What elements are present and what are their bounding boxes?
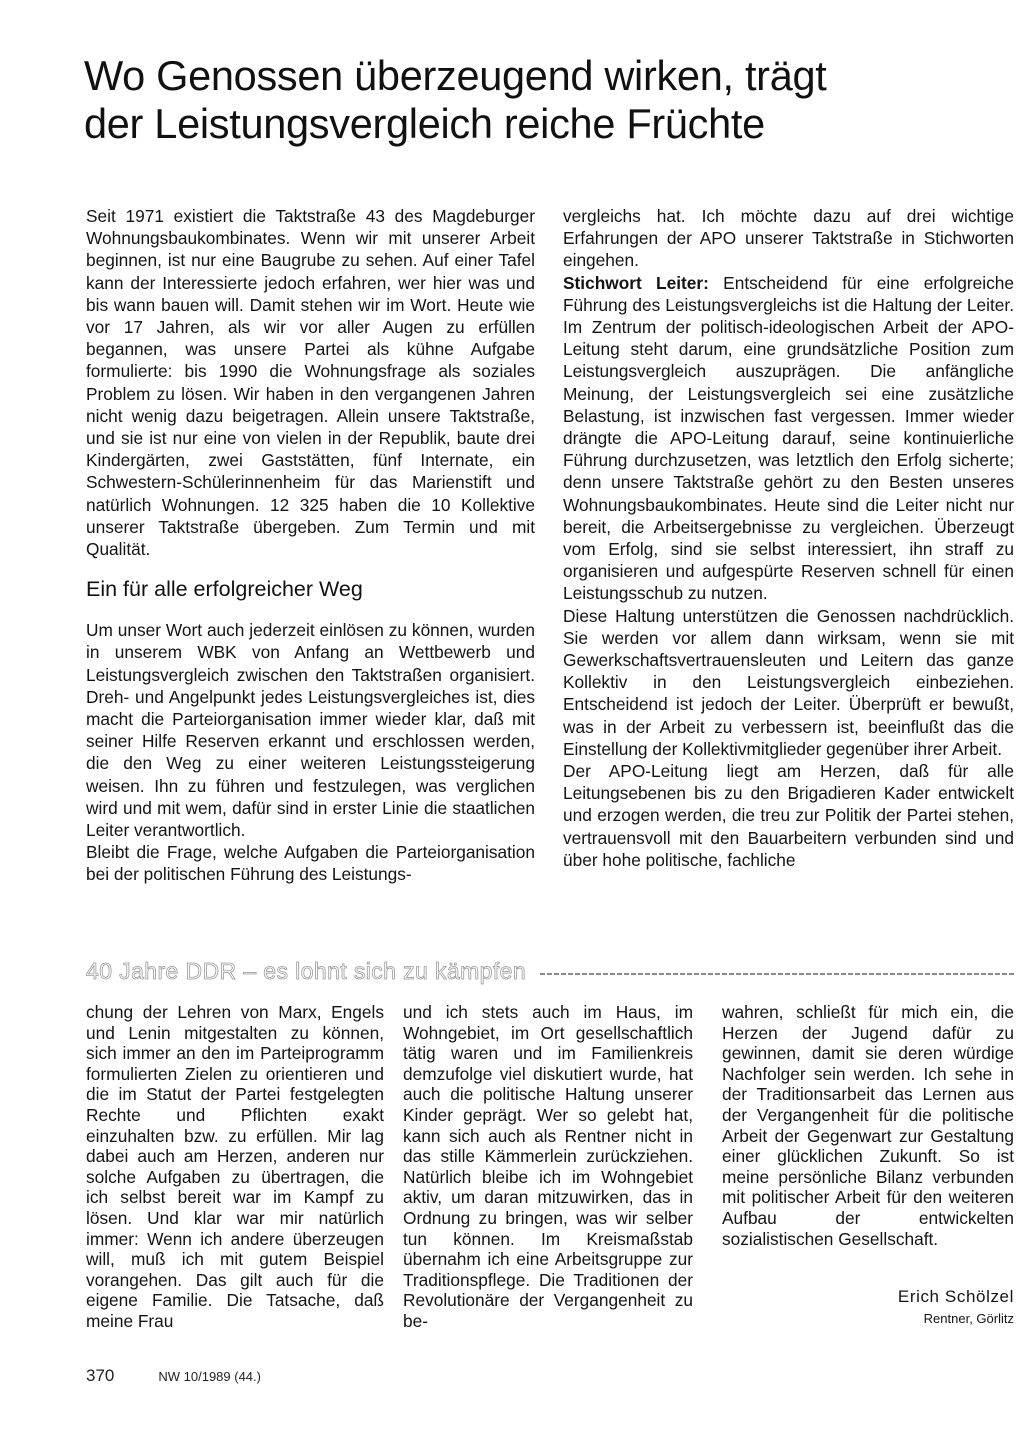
column-bottom-3 xyxy=(722,1002,1014,1249)
section-banner xyxy=(86,958,1016,984)
paragraph-apo-leitung: Der APO-Leitung liegt am Herzen, daß für alle Leitungsebenen bis zu den Brigadieren Kader entwickelt und erzogen werden, die treu zur Politik der Partei stehen, vertrauensvoll mit den Bauarbeitern verbunden sind und über hohe politische, fachliche xyxy=(563,761,1014,870)
paragraph-stichwort-leiter xyxy=(563,272,1014,605)
paragraph-haltung: Diese Haltung unterstützen die Genossen nachdrücklich. Sie werden vor allem dann wirksam, wenn sie mit Gewerkschaftsvertrauensleuten und Leitern das ganze Kollektiv in den Leistungsvergleich einbeziehen. Entscheidend ist jedoch der Leiter. Überprüft er bewußt, was in der Arbeit zu verbessern ist, beeinflußt das die Einstellung der Kollektivmitglieder gegenüber ihrer Arbeit. xyxy=(563,605,1014,759)
publication-source: NW 10/1989 (44.) xyxy=(158,1369,261,1384)
paragraph-frage: Bleibt die Frage, welche Aufgaben die Parteiorganisation bei der politischen Führung des Leistungs- xyxy=(86,842,535,885)
keyword-stichwort-leiter: Stichwort Leiter: xyxy=(563,272,709,293)
paragraph-leiter-text: Entscheidend für eine erfolgreiche Führung des Leistungsvergleichs ist die Haltung der Leiter. Im Zentrum der politisch-ideologischen Arbeit der APO-Leitung steht darum, eine grundsätzliche Position zum Leistungsvergleich auszuprägen. Die anfängliche Meinung, der Leistungsvergleich sei eine zusätzliche Belastung, ist inzwischen fast vergessen. Immer wieder drängte die APO-Leitung darauf, seine kontinuierliche Führung durchzusetzen, was letztlich den Erfolg sicherte; denn unsere Taktstraße gehört zu den Besten unseres Wohnungsbaukombinates. Heute sind die Leiter nicht nur bereit, die Arbeitsergebnisse zu vergleichen. Überzeugt vom Erfolg, sind sie selbst interessiert, ihn straff zu organisieren und aufgespürte Reserven schnell für einen Leistungsschub zu nutzen. xyxy=(563,272,1014,604)
intro-paragraph: Seit 1971 existiert die Taktstraße 43 des Magdeburger Wohnungsbaukombinates. Wenn wir mit unserer Arbeit beginnen, ist nur eine Baugrube zu sehen. Auf einer Tafel kann der Interessierte jedoch erfahren, wer hier was und bis wann bauen will. Damit stehen wir im Wort. Heute wie vor 17 Jahren, als wir vor aller Augen zu erfüllen begannen, was unsere Partei als kühne Aufgabe formulierte: bis 1990 die Wohnungsfrage als soziales Problem zu lösen. Wir haben in den vergangenen Jahren nicht wenig dazu beigetragen. Allein unsere Taktstraße, und sie ist nur eine von vielen in der Republik, baute drei Kindergärten, zwei Gaststätten, fünf Internate, ein Schwestern-Schülerinnenheim für das Marienstift und natürlich Wohnungen. 12 325 haben die 10 Kollektive unserer Taktstraße übergeben. Zum Termin und mit Qualität. xyxy=(86,206,535,560)
section-subheading: Ein für alle erfolgreicher Weg xyxy=(86,577,363,602)
page-number: 370 xyxy=(86,1366,115,1385)
column-top-left xyxy=(86,205,535,886)
column-top-right xyxy=(563,205,1014,871)
bottom-paragraph-3: wahren, schließt für mich ein, die Herzen der Jugend dafür zu gewinnen, damit sie deren würdige Nachfolger sein werden. Ich sehe in der Traditionsarbeit das Lernen aus der Vergangenheit für die politische Arbeit der Gegenwart zur Gestaltung einer glücklichen Zukunft. So ist meine persönliche Bilanz verbunden mit politischer Arbeit für den weiteren Aufbau der entwickelten sozialistischen Gesellschaft. xyxy=(722,1002,1014,1249)
author-signature xyxy=(898,1287,1014,1326)
bottom-paragraph-1: chung der Lehren von Marx, Engels und Lenin mitgestalten zu können, sich immer an den im Parteiprogramm formulierten Zielen zu orientieren und die im Statut der Partei festgelegten Rechte und Pflichten exakt einzuhalten bzw. zu erfüllen. Mir lag dabei auch am Herzen, anderen nur solche Aufgaben zu übertragen, die ich selbst bereit war im Kampf zu lösen. Und klar war mir natürlich immer: Wenn ich andere überzeugen will, muß ich mit gutem Beispiel vorangehen. Das gilt auch für die eigene Familie. Die Tatsache, daß meine Frau xyxy=(86,1002,384,1331)
banner-text: 40 Jahre DDR – es lohnt sich zu kämpfen xyxy=(86,957,527,984)
headline-line-2: der Leistungsvergleich reiche Früchte xyxy=(84,100,765,147)
headline-line-1: Wo Genossen überzeugend wirken, trägt xyxy=(84,52,827,99)
banner-rule xyxy=(540,973,1016,975)
column-bottom-2 xyxy=(403,1002,693,1332)
paragraph-wettbewerb: Um unser Wort auch jederzeit einlösen zu können, wurden in unserem WBK von Anfang an Wettbewerb und Leistungsvergleich zwischen den Taktstraßen organisiert. Dreh- und Angelpunkt jedes Leistungsvergleiches ist, dies macht die Parteiorganisation immer wieder klar, daß mit seiner Hilfe Reserven erkannt und erschlossen werden, die den Weg zu einer weiteren Leistungssteigerung weisen. Ihn zu führen und festzulegen, was verglichen wird und mit wem, dafür sind in erster Linie die staatlichen Leiter verantwortlich. xyxy=(86,620,535,841)
author-name: Erich Schölzel xyxy=(897,1287,1014,1306)
author-role: Rentner, Görlitz xyxy=(923,1311,1014,1326)
column-bottom-1 xyxy=(86,1002,384,1332)
page-footer xyxy=(86,1366,261,1386)
article-headline xyxy=(84,52,984,148)
paragraph-erfahrungen: vergleichs hat. Ich möchte dazu auf drei wichtige Erfahrungen der APO unserer Taktstraße in Stichworten eingehen. xyxy=(563,206,1014,271)
bottom-paragraph-2: und ich stets auch im Haus, im Wohngebiet, im Ort gesellschaftlich tätig waren und im Familienkreis demzufolge viel diskutiert wurde, hat auch die politische Haltung unserer Kinder geprägt. Wer so gelebt hat, kann sich auch als Rentner nicht in das stille Kämmerlein zurückziehen. Natürlich bleibe ich im Wohngebiet aktiv, um daran mitzuwirken, das in Ordnung zu bringen, was wir selber tun können. Im Kreismaßstab übernahm ich eine Arbeitsgruppe zur Traditionspflege. Die Traditionen der Revolutionäre der Vergangenheit zu be- xyxy=(403,1002,693,1331)
